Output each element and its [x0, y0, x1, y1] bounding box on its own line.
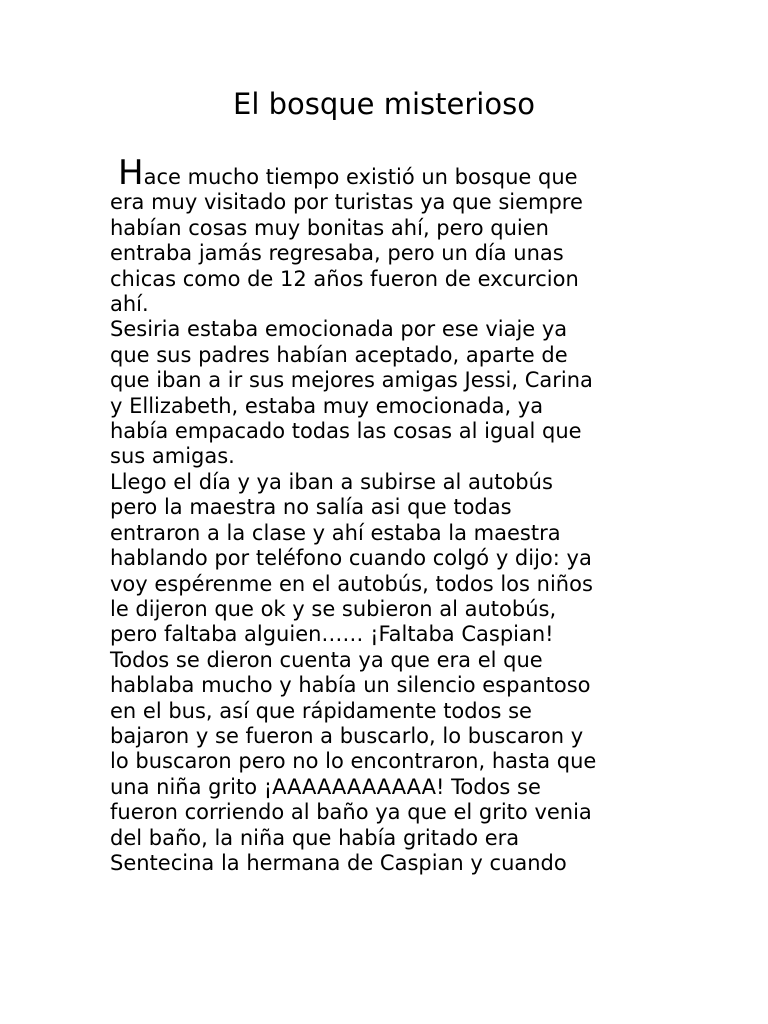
- text-line: era muy visitado por turistas ya que siempre: [110, 190, 583, 215]
- paragraph-2: [110, 317, 670, 469]
- text-line: pero faltaba alguien…… ¡Faltaba Caspian!: [110, 622, 554, 647]
- text-line: Sentecina la hermana de Caspian y cuando: [110, 850, 567, 875]
- text-line: del baño, la niña que había gritado era: [110, 825, 520, 850]
- text-line: [110, 153, 670, 193]
- text-line: pero la maestra no salía asi que todas: [110, 495, 512, 520]
- paragraph-1: [110, 153, 670, 317]
- text-line: Todos se dieron cuenta ya que era el que: [110, 647, 543, 672]
- text-line: que iban a ir sus mejores amigas Jessi, Carina: [110, 368, 593, 393]
- text-line: Sesiria estaba emocionada por ese viaje ya: [110, 317, 568, 342]
- text-line: le dijeron que ok y se subieron al autobús,: [110, 596, 557, 621]
- text-line: hablando por teléfono cuando colgó y dijo: ya: [110, 546, 592, 571]
- text-line: que sus padres habían aceptado, aparte de: [110, 342, 568, 367]
- page-title: El bosque misterioso: [233, 87, 535, 121]
- text-line: y Ellizabeth, estaba muy emocionada, ya: [110, 393, 544, 418]
- paragraph-3: [110, 470, 670, 877]
- text-line: en el bus, así que rápidamente todos se: [110, 698, 532, 723]
- document-body: [110, 153, 670, 876]
- drop-initial: H: [118, 153, 144, 193]
- text-line-content: ace mucho tiempo existió un bosque que: [143, 165, 578, 189]
- text-line: sus amigas.: [110, 444, 235, 469]
- text-line: Llego el día y ya iban a subirse al autobús: [110, 469, 553, 494]
- text-line: chicas como de 12 años fueron de excurcion: [110, 266, 579, 291]
- text-line: fueron corriendo al baño ya que el grito venia: [110, 800, 592, 825]
- text-line: entraba jamás regresaba, pero un día unas: [110, 241, 564, 266]
- text-line: ahí.: [110, 292, 149, 317]
- text-line: habían cosas muy bonitas ahí, pero quien: [110, 215, 549, 240]
- text-line: hablaba mucho y había un silencio espantoso: [110, 673, 591, 698]
- text-line: había empacado todas las cosas al igual que: [110, 419, 582, 444]
- text-line: voy espérenme en el autobús, todos los niños: [110, 571, 593, 596]
- text-line: bajaron y se fueron a buscarlo, lo buscaron y: [110, 723, 584, 748]
- text-line: lo buscaron pero no lo encontraron, hasta que: [110, 749, 597, 774]
- text-line: una niña grito ¡AAAAAAAAAAA! Todos se: [110, 774, 541, 799]
- text-line: entraron a la clase y ahí estaba la maestra: [110, 520, 561, 545]
